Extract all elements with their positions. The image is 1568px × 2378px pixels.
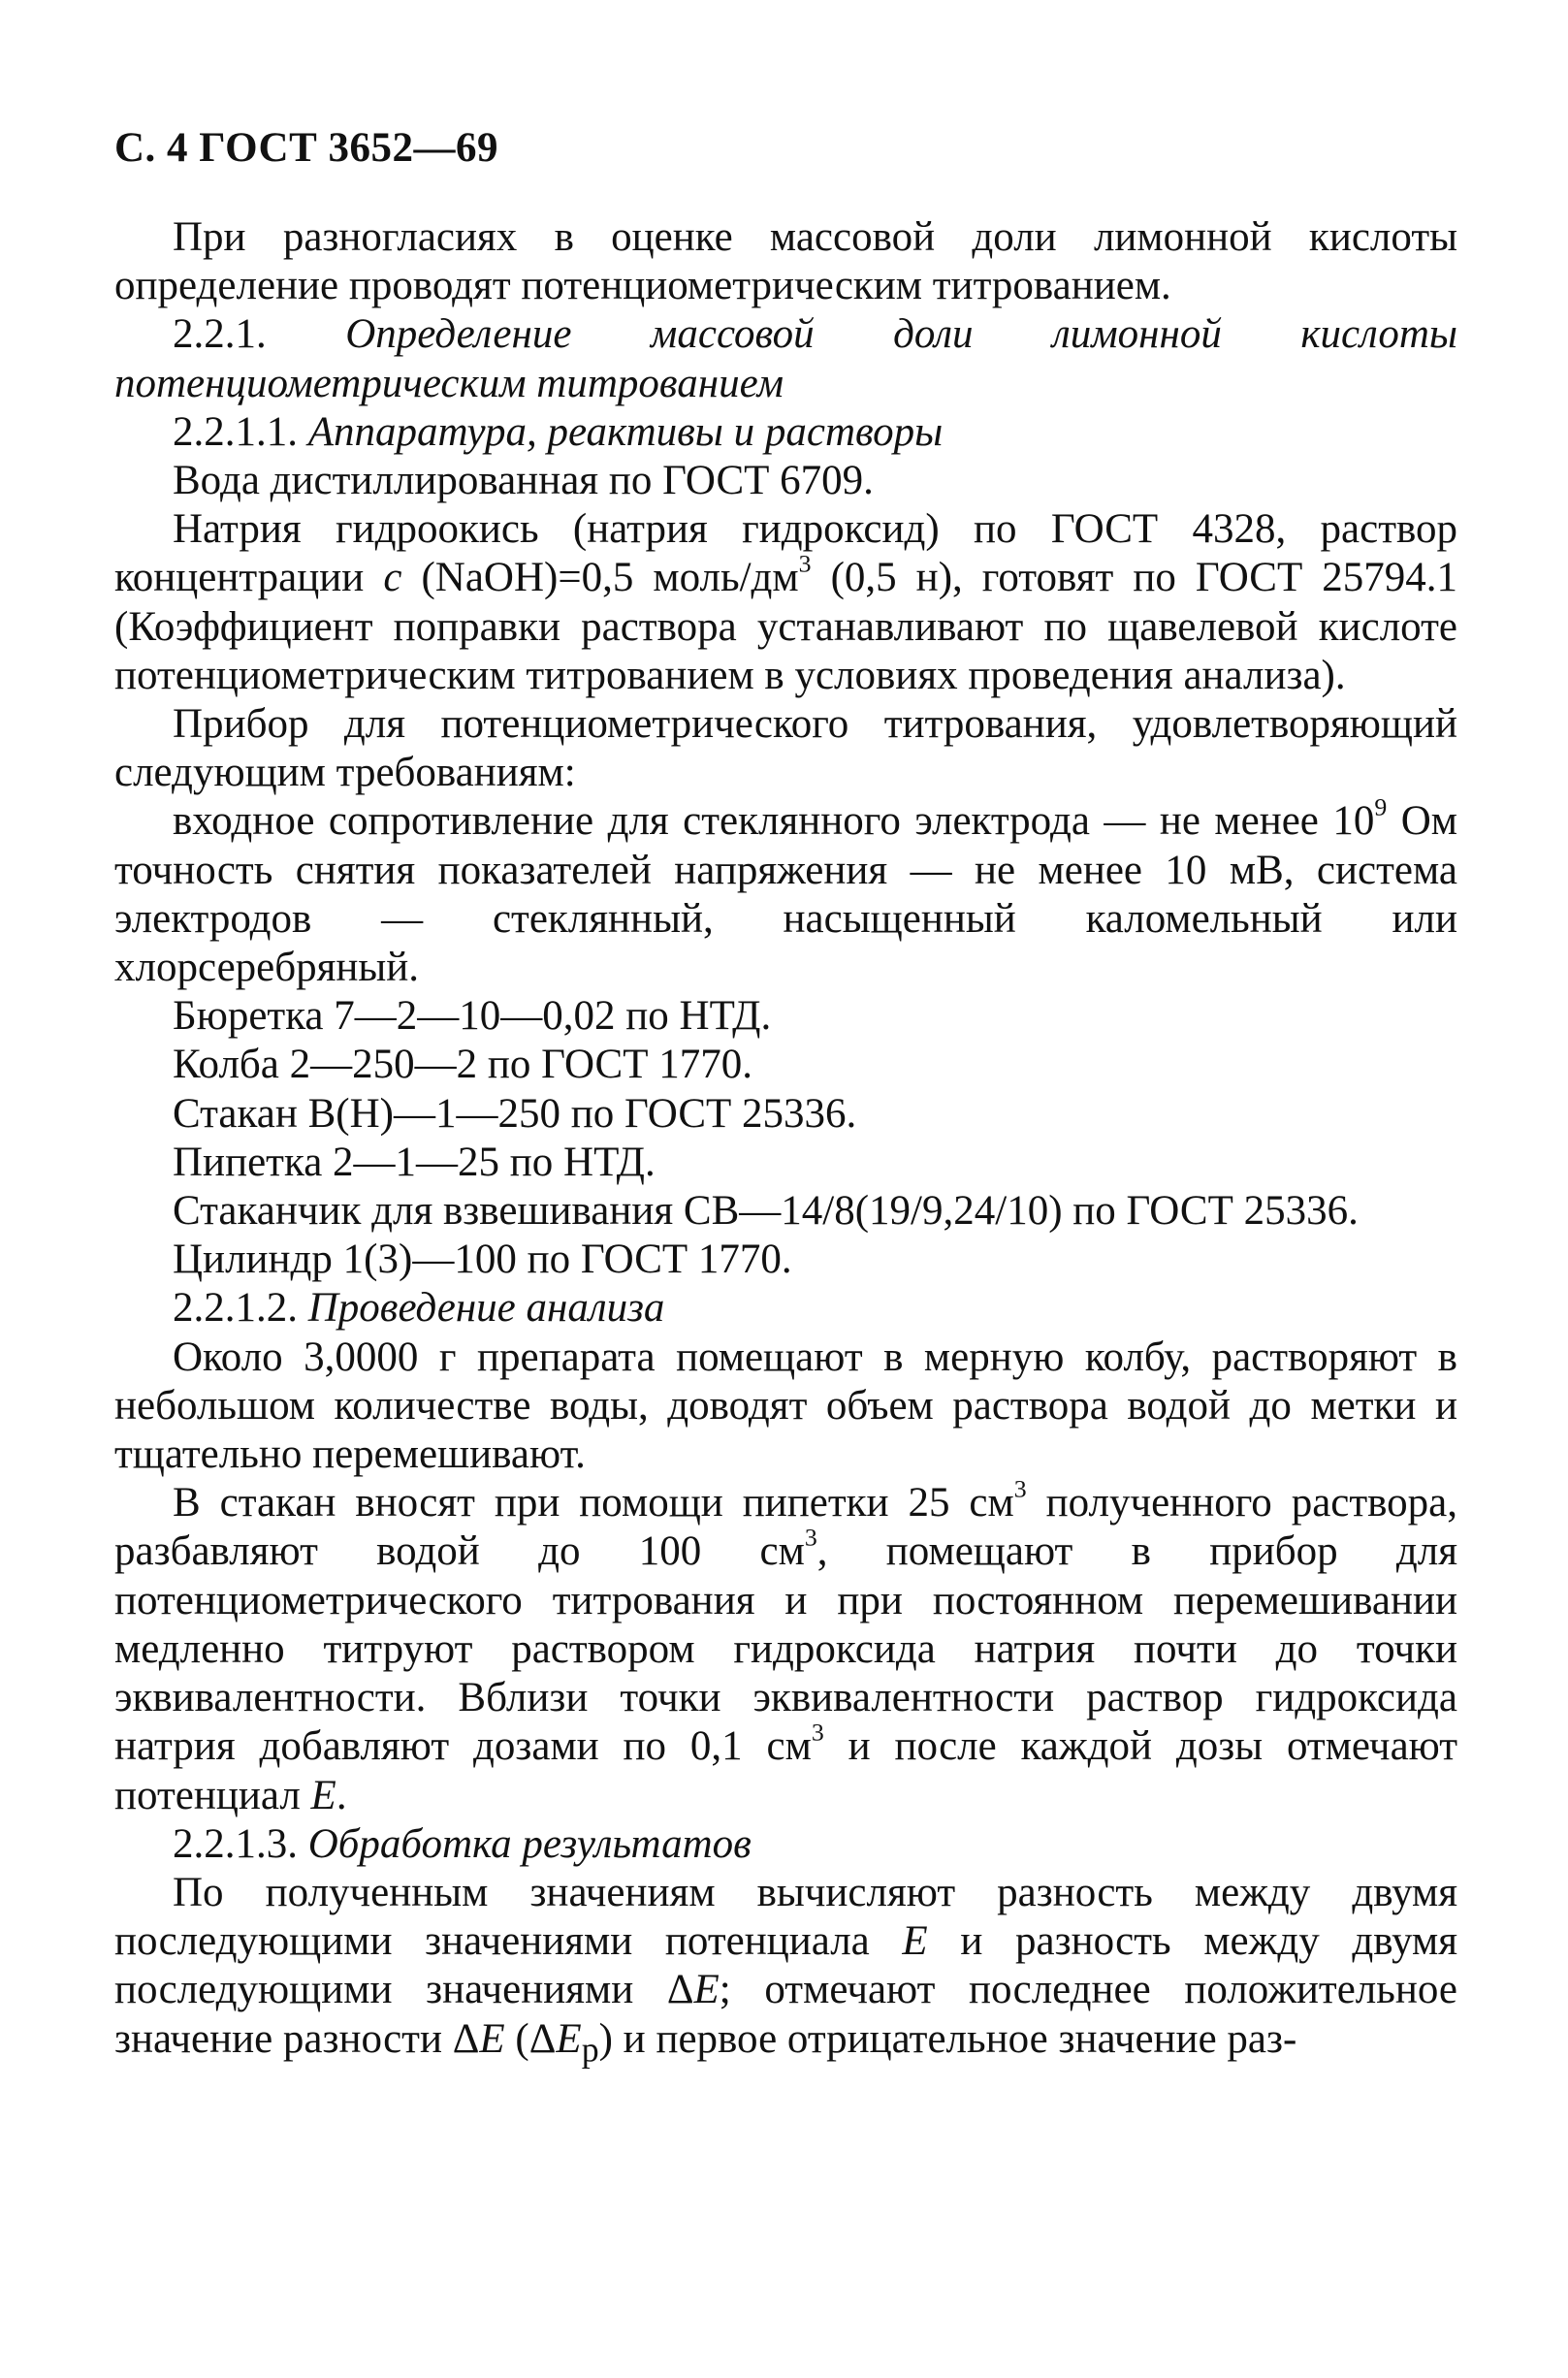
text-span: ) и первое отрицательное значение раз-: [598, 2015, 1297, 2062]
section-2-2-1-1-heading: [114, 408, 1457, 457]
text-span: входное сопротивление для стеклянного электрода — не менее 10: [173, 798, 1375, 845]
paragraph-water: Вода дистиллированная по ГОСТ 6709.: [173, 458, 874, 504]
text-span: .: [336, 1772, 347, 1818]
section-2-2-1-2-heading: [114, 1284, 1457, 1333]
paragraph-input-resistance: [114, 793, 1457, 992]
section-title: Определение массовой доли лимонной кислоты потенциометрическим титрованием: [114, 311, 1457, 406]
text-span: По полученным значениям вычисляют разность между двумя последующими значениями потенциала: [114, 1869, 1457, 1965]
text-span: полученного раствора, разбавляют водой до 100 см: [114, 1480, 1458, 1575]
text-span: ; отмечают последнее положительное значение разности Δ: [114, 1967, 1457, 2062]
equipment-item: Пипетка 2—1—25 по НТД.: [173, 1139, 656, 1185]
equipment-item: Стакан В(Н)—1—250 по ГОСТ 25336.: [173, 1090, 857, 1137]
text-span: и разность между двумя последующими значениями Δ: [114, 1918, 1457, 2013]
paragraph-analysis-1: Около 3,0000 г препарата помещают в мерную колбу, растворяют в небольшом количестве воды, доводят объем раствора водой до метки и тщательно перемешивают.: [114, 1334, 1457, 1478]
text-span: и после каждой дозы отмечают потенциал: [114, 1723, 1457, 1818]
italic-variable: E: [556, 2015, 582, 2062]
paragraph-results: [114, 1869, 1457, 2073]
text-span: (Δ: [515, 2015, 557, 2062]
italic-variable: E: [693, 1967, 720, 2013]
italic-variable: E: [902, 1918, 928, 1965]
section-number: 2.2.1.2.: [173, 1285, 298, 1332]
equipment-item: Стаканчик для взвешивания СВ—14/8(19/9,24/10) по ГОСТ 25336.: [173, 1188, 1359, 1235]
page-header: С. 4 ГОСТ 3652—69: [114, 125, 499, 171]
superscript: 3: [811, 1718, 824, 1747]
superscript: 9: [1374, 793, 1388, 822]
equipment-item: Бюретка 7—2—10—0,02 по НТД.: [173, 993, 772, 1040]
document-body: [114, 213, 1457, 2073]
section-number: 2.2.1.: [173, 311, 267, 358]
italic-variable: c: [383, 555, 402, 601]
text-span: (NaOH)=0,5 моль/дм: [421, 555, 799, 601]
section-2-2-1-heading: [114, 310, 1457, 407]
italic-variable: E: [310, 1772, 336, 1818]
section-title: Обработка результатов: [307, 1820, 752, 1867]
italic-variable: E: [479, 2015, 505, 2062]
paragraph-disagreement: При разногласиях в оценке массовой доли лимонной кислоты определение проводят потенциометрическим титрованием.: [114, 214, 1457, 309]
section-title: Аппаратура, реактивы и растворы: [307, 408, 944, 455]
paragraph-analysis-2: [114, 1474, 1458, 1819]
superscript: 3: [1013, 1474, 1027, 1503]
superscript: 3: [798, 550, 812, 579]
section-number: 2.2.1.3.: [173, 1820, 298, 1867]
section-number: 2.2.1.1.: [173, 408, 298, 455]
text-span: Натрия гидроокись (натрия гидроксид) по ГОСТ 4328, раствор концентрации: [114, 506, 1457, 601]
equipment-item: Колба 2—250—2 по ГОСТ 1770.: [173, 1042, 752, 1088]
text-span: В стакан вносят при помощи пипетки 25 см: [173, 1480, 1014, 1526]
text-span: (0,5 н), готовят по ГОСТ 25794.1 (Коэффициент поправки раствора устанавливают по щавелевой кислоте потенциометрическим титрованием в условиях проведения анализа).: [114, 555, 1458, 698]
section-title: Проведение анализа: [307, 1285, 665, 1332]
text-span: Ом точность снятия показателей напряжения — не менее 10 мВ, система электродов — стеклянный, насыщенный каломельный или хлорсеребряный.: [114, 798, 1457, 991]
superscript: 3: [804, 1524, 817, 1553]
section-2-2-1-3-heading: [114, 1820, 1457, 1869]
equipment-item: Цилиндр 1(3)—100 по ГОСТ 1770.: [173, 1237, 792, 1283]
text-span: , помещают в прибор для потенциометрического титрования и при постоянном перемешивании медленно титруют раствором гидроксида натрия почти до точки эквивалентности. Вблизи точки эквивалентности раствор гидроксида натрия добавляют дозами по 0,1 см: [114, 1528, 1457, 1770]
paragraph-naoh: [114, 505, 1457, 700]
subscript: р: [581, 2030, 599, 2070]
paragraph-device: Прибор для потенциометрического титрования, удовлетворяющий следующим требованиям:: [114, 701, 1457, 796]
